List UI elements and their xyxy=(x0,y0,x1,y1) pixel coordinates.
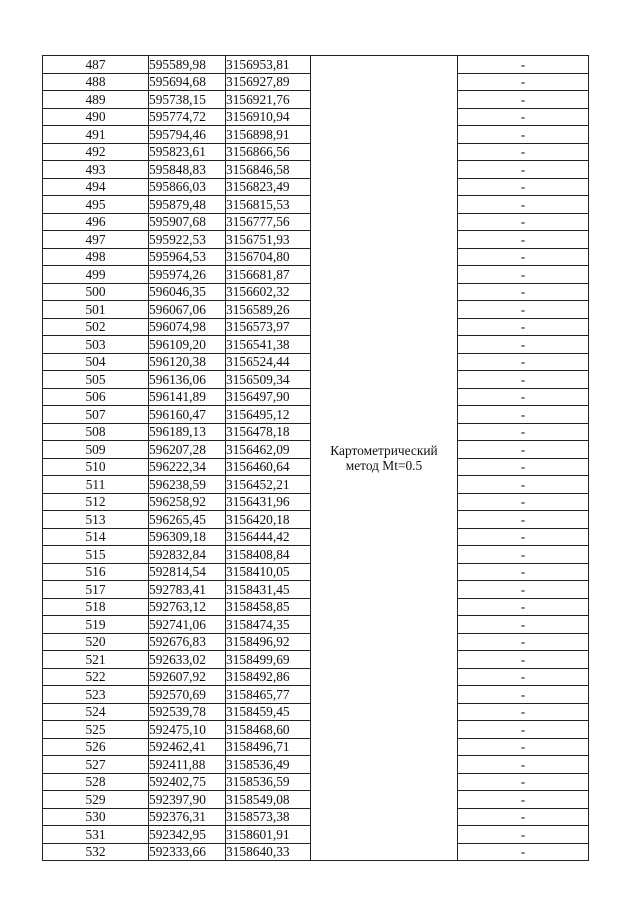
y-coordinate-cell: 3158499,69 xyxy=(226,651,311,669)
point-number-cell: 531 xyxy=(43,826,149,844)
x-coordinate-cell: 592814,54 xyxy=(149,563,226,581)
y-coordinate-cell: 3158459,45 xyxy=(226,703,311,721)
point-number-cell: 505 xyxy=(43,371,149,389)
y-coordinate-cell: 3156444,42 xyxy=(226,528,311,546)
accuracy-value-cell: - xyxy=(458,843,589,861)
y-coordinate-cell: 3156509,34 xyxy=(226,371,311,389)
accuracy-value-cell: - xyxy=(458,108,589,126)
accuracy-value-cell: - xyxy=(458,423,589,441)
y-coordinate-cell: 3156497,90 xyxy=(226,388,311,406)
accuracy-value-cell: - xyxy=(458,213,589,231)
y-coordinate-cell: 3156420,18 xyxy=(226,511,311,529)
y-coordinate-cell: 3158410,05 xyxy=(226,563,311,581)
point-number-cell: 487 xyxy=(43,56,149,74)
accuracy-value-cell: - xyxy=(458,598,589,616)
x-coordinate-cell: 592376,31 xyxy=(149,808,226,826)
x-coordinate-cell: 595823,61 xyxy=(149,143,226,161)
point-number-cell: 518 xyxy=(43,598,149,616)
y-coordinate-cell: 3158431,45 xyxy=(226,581,311,599)
accuracy-value-cell: - xyxy=(458,126,589,144)
y-coordinate-cell: 3158468,60 xyxy=(226,721,311,739)
x-coordinate-cell: 596074,98 xyxy=(149,318,226,336)
accuracy-value-cell: - xyxy=(458,161,589,179)
x-coordinate-cell: 595879,48 xyxy=(149,196,226,214)
x-coordinate-cell: 592633,02 xyxy=(149,651,226,669)
point-number-cell: 530 xyxy=(43,808,149,826)
x-coordinate-cell: 592411,88 xyxy=(149,756,226,774)
method-label-line1: Картометрический xyxy=(330,443,438,458)
accuracy-value-cell: - xyxy=(458,756,589,774)
x-coordinate-cell: 592783,41 xyxy=(149,581,226,599)
point-number-cell: 513 xyxy=(43,511,149,529)
x-coordinate-cell: 592539,78 xyxy=(149,703,226,721)
accuracy-value-cell: - xyxy=(458,318,589,336)
x-coordinate-cell: 596141,89 xyxy=(149,388,226,406)
point-number-cell: 525 xyxy=(43,721,149,739)
x-coordinate-cell: 595866,03 xyxy=(149,178,226,196)
method-cell xyxy=(311,56,458,861)
accuracy-value-cell: - xyxy=(458,703,589,721)
accuracy-value-cell: - xyxy=(458,668,589,686)
point-number-cell: 509 xyxy=(43,441,149,459)
y-coordinate-cell: 3156462,09 xyxy=(226,441,311,459)
accuracy-value-cell: - xyxy=(458,283,589,301)
accuracy-value-cell: - xyxy=(458,528,589,546)
y-coordinate-cell: 3158640,33 xyxy=(226,843,311,861)
point-number-cell: 502 xyxy=(43,318,149,336)
point-number-cell: 523 xyxy=(43,686,149,704)
x-coordinate-cell: 595794,46 xyxy=(149,126,226,144)
y-coordinate-cell: 3158601,91 xyxy=(226,826,311,844)
point-number-cell: 526 xyxy=(43,738,149,756)
y-coordinate-cell: 3158573,38 xyxy=(226,808,311,826)
x-coordinate-cell: 592832,84 xyxy=(149,546,226,564)
x-coordinate-cell: 596160,47 xyxy=(149,406,226,424)
y-coordinate-cell: 3158496,71 xyxy=(226,738,311,756)
y-coordinate-cell: 3158536,59 xyxy=(226,773,311,791)
point-number-cell: 489 xyxy=(43,91,149,109)
x-coordinate-cell: 595964,53 xyxy=(149,248,226,266)
accuracy-value-cell: - xyxy=(458,476,589,494)
point-number-cell: 498 xyxy=(43,248,149,266)
y-coordinate-cell: 3156927,89 xyxy=(226,73,311,91)
y-coordinate-cell: 3156452,21 xyxy=(226,476,311,494)
y-coordinate-cell: 3156573,97 xyxy=(226,318,311,336)
accuracy-value-cell: - xyxy=(458,248,589,266)
point-number-cell: 501 xyxy=(43,301,149,319)
x-coordinate-cell: 592342,95 xyxy=(149,826,226,844)
y-coordinate-cell: 3158536,49 xyxy=(226,756,311,774)
accuracy-value-cell: - xyxy=(458,336,589,354)
x-coordinate-cell: 592676,83 xyxy=(149,633,226,651)
y-coordinate-cell: 3156460,64 xyxy=(226,458,311,476)
x-coordinate-cell: 596136,06 xyxy=(149,371,226,389)
x-coordinate-cell: 595907,68 xyxy=(149,213,226,231)
accuracy-value-cell: - xyxy=(458,546,589,564)
y-coordinate-cell: 3158465,77 xyxy=(226,686,311,704)
x-coordinate-cell: 596207,28 xyxy=(149,441,226,459)
point-number-cell: 532 xyxy=(43,843,149,861)
accuracy-value-cell: - xyxy=(458,406,589,424)
point-number-cell: 524 xyxy=(43,703,149,721)
x-coordinate-cell: 592402,75 xyxy=(149,773,226,791)
y-coordinate-cell: 3156910,94 xyxy=(226,108,311,126)
point-number-cell: 514 xyxy=(43,528,149,546)
x-coordinate-cell: 596109,20 xyxy=(149,336,226,354)
point-number-cell: 490 xyxy=(43,108,149,126)
accuracy-value-cell: - xyxy=(458,266,589,284)
x-coordinate-cell: 596120,38 xyxy=(149,353,226,371)
accuracy-value-cell: - xyxy=(458,651,589,669)
x-coordinate-cell: 596309,18 xyxy=(149,528,226,546)
y-coordinate-cell: 3156431,96 xyxy=(226,493,311,511)
point-number-cell: 508 xyxy=(43,423,149,441)
point-number-cell: 521 xyxy=(43,651,149,669)
x-coordinate-cell: 596222,34 xyxy=(149,458,226,476)
accuracy-value-cell: - xyxy=(458,493,589,511)
point-number-cell: 517 xyxy=(43,581,149,599)
x-coordinate-cell: 596258,92 xyxy=(149,493,226,511)
x-coordinate-cell: 595848,83 xyxy=(149,161,226,179)
x-coordinate-cell: 595694,68 xyxy=(149,73,226,91)
point-number-cell: 511 xyxy=(43,476,149,494)
x-coordinate-cell: 592570,69 xyxy=(149,686,226,704)
y-coordinate-cell: 3156495,12 xyxy=(226,406,311,424)
point-number-cell: 528 xyxy=(43,773,149,791)
accuracy-value-cell: - xyxy=(458,143,589,161)
point-number-cell: 506 xyxy=(43,388,149,406)
x-coordinate-cell: 596238,59 xyxy=(149,476,226,494)
coordinates-table-body xyxy=(43,56,589,861)
x-coordinate-cell: 596189,13 xyxy=(149,423,226,441)
x-coordinate-cell: 592741,06 xyxy=(149,616,226,634)
point-number-cell: 522 xyxy=(43,668,149,686)
accuracy-value-cell: - xyxy=(458,826,589,844)
x-coordinate-cell: 595738,15 xyxy=(149,91,226,109)
point-number-cell: 507 xyxy=(43,406,149,424)
accuracy-value-cell: - xyxy=(458,301,589,319)
y-coordinate-cell: 3156602,32 xyxy=(226,283,311,301)
point-number-cell: 492 xyxy=(43,143,149,161)
point-number-cell: 512 xyxy=(43,493,149,511)
accuracy-value-cell: - xyxy=(458,721,589,739)
accuracy-value-cell: - xyxy=(458,581,589,599)
y-coordinate-cell: 3156541,38 xyxy=(226,336,311,354)
y-coordinate-cell: 3156704,80 xyxy=(226,248,311,266)
x-coordinate-cell: 592475,10 xyxy=(149,721,226,739)
y-coordinate-cell: 3158474,35 xyxy=(226,616,311,634)
point-number-cell: 516 xyxy=(43,563,149,581)
y-coordinate-cell: 3156777,56 xyxy=(226,213,311,231)
point-number-cell: 496 xyxy=(43,213,149,231)
x-coordinate-cell: 592333,66 xyxy=(149,843,226,861)
y-coordinate-cell: 3158549,08 xyxy=(226,791,311,809)
x-coordinate-cell: 592462,41 xyxy=(149,738,226,756)
y-coordinate-cell: 3156823,49 xyxy=(226,178,311,196)
accuracy-value-cell: - xyxy=(458,686,589,704)
accuracy-value-cell: - xyxy=(458,371,589,389)
accuracy-value-cell: - xyxy=(458,353,589,371)
accuracy-value-cell: - xyxy=(458,511,589,529)
y-coordinate-cell: 3156478,18 xyxy=(226,423,311,441)
point-number-cell: 510 xyxy=(43,458,149,476)
accuracy-value-cell: - xyxy=(458,441,589,459)
point-number-cell: 503 xyxy=(43,336,149,354)
point-number-cell: 497 xyxy=(43,231,149,249)
y-coordinate-cell: 3156921,76 xyxy=(226,91,311,109)
accuracy-value-cell: - xyxy=(458,56,589,74)
point-number-cell: 527 xyxy=(43,756,149,774)
x-coordinate-cell: 595922,53 xyxy=(149,231,226,249)
table-row xyxy=(43,56,589,74)
x-coordinate-cell: 592397,90 xyxy=(149,791,226,809)
accuracy-value-cell: - xyxy=(458,808,589,826)
x-coordinate-cell: 592763,12 xyxy=(149,598,226,616)
coordinates-table xyxy=(42,55,589,861)
accuracy-value-cell: - xyxy=(458,178,589,196)
x-coordinate-cell: 596265,45 xyxy=(149,511,226,529)
y-coordinate-cell: 3156681,87 xyxy=(226,266,311,284)
y-coordinate-cell: 3156524,44 xyxy=(226,353,311,371)
accuracy-value-cell: - xyxy=(458,91,589,109)
accuracy-value-cell: - xyxy=(458,738,589,756)
point-number-cell: 515 xyxy=(43,546,149,564)
point-number-cell: 500 xyxy=(43,283,149,301)
point-number-cell: 499 xyxy=(43,266,149,284)
x-coordinate-cell: 596046,35 xyxy=(149,283,226,301)
accuracy-value-cell: - xyxy=(458,388,589,406)
y-coordinate-cell: 3156953,81 xyxy=(226,56,311,74)
y-coordinate-cell: 3156589,26 xyxy=(226,301,311,319)
accuracy-value-cell: - xyxy=(458,458,589,476)
x-coordinate-cell: 592607,92 xyxy=(149,668,226,686)
x-coordinate-cell: 596067,06 xyxy=(149,301,226,319)
y-coordinate-cell: 3158458,85 xyxy=(226,598,311,616)
y-coordinate-cell: 3156815,53 xyxy=(226,196,311,214)
accuracy-value-cell: - xyxy=(458,633,589,651)
y-coordinate-cell: 3158496,92 xyxy=(226,633,311,651)
point-number-cell: 494 xyxy=(43,178,149,196)
accuracy-value-cell: - xyxy=(458,73,589,91)
point-number-cell: 519 xyxy=(43,616,149,634)
x-coordinate-cell: 595974,26 xyxy=(149,266,226,284)
y-coordinate-cell: 3158492,86 xyxy=(226,668,311,686)
x-coordinate-cell: 595589,98 xyxy=(149,56,226,74)
accuracy-value-cell: - xyxy=(458,196,589,214)
point-number-cell: 504 xyxy=(43,353,149,371)
y-coordinate-cell: 3156866,56 xyxy=(226,143,311,161)
y-coordinate-cell: 3158408,84 xyxy=(226,546,311,564)
point-number-cell: 529 xyxy=(43,791,149,809)
point-number-cell: 495 xyxy=(43,196,149,214)
accuracy-value-cell: - xyxy=(458,791,589,809)
accuracy-value-cell: - xyxy=(458,616,589,634)
accuracy-value-cell: - xyxy=(458,563,589,581)
accuracy-value-cell: - xyxy=(458,773,589,791)
point-number-cell: 520 xyxy=(43,633,149,651)
point-number-cell: 493 xyxy=(43,161,149,179)
point-number-cell: 491 xyxy=(43,126,149,144)
y-coordinate-cell: 3156751,93 xyxy=(226,231,311,249)
x-coordinate-cell: 595774,72 xyxy=(149,108,226,126)
accuracy-value-cell: - xyxy=(458,231,589,249)
y-coordinate-cell: 3156898,91 xyxy=(226,126,311,144)
y-coordinate-cell: 3156846,58 xyxy=(226,161,311,179)
point-number-cell: 488 xyxy=(43,73,149,91)
method-label-line2: метод Mt=0.5 xyxy=(345,458,423,473)
